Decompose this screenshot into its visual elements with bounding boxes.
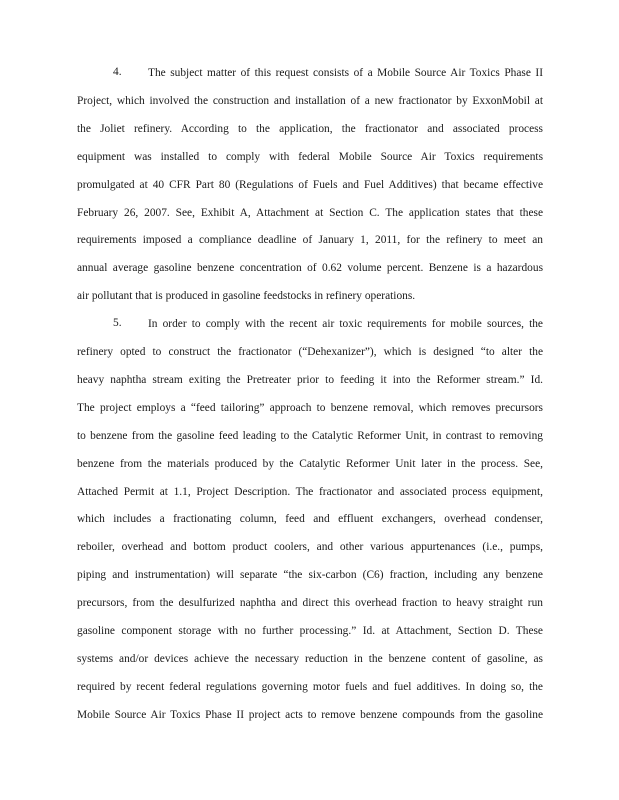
- text-line: piping and instrumentation) will separate “the six-carbon (C6) fraction, including any benzene: [77, 569, 543, 582]
- text-line: refinery opted to construct the fractionator (“Dehexanizer”), which is designed “to alter the: [77, 346, 543, 358]
- paragraph-number: 5.: [113, 317, 122, 330]
- text-line: reboiler, overhead and bottom product coolers, and other various appurtenances (i.e., pumps,: [77, 541, 543, 554]
- text-line: to benzene from the gasoline feed leading to the Catalytic Reformer Unit, in contrast to removing: [77, 429, 543, 442]
- text-line: annual average gasoline benzene concentration of 0.62 volume percent. Benzene is a hazardous: [77, 262, 543, 275]
- text-line: The subject matter of this request consists of a Mobile Source Air Toxics Phase II: [148, 67, 543, 79]
- text-line: February 26, 2007. See, Exhibit A, Attachment at Section C. The application states that these: [77, 206, 543, 219]
- text-line: air pollutant that is produced in gasoline feedstocks in refinery operations.: [77, 290, 416, 303]
- text-line: requirements imposed a compliance deadline of January 1, 2011, for the refinery to meet an: [77, 234, 543, 247]
- text-line: precursors, from the desulfurized naphtha and direct this overhead fraction to heavy straight run: [77, 597, 543, 610]
- text-line: gasoline component storage with no further processing.” Id. at Attachment, Section D. These: [77, 625, 543, 637]
- text-line: heavy naphtha stream exiting the Pretreater prior to feeding it into the Reformer stream.” Id.: [77, 373, 543, 386]
- text-line: equipment was installed to comply with federal Mobile Source Air Toxics requirements: [77, 150, 543, 163]
- text-line: required by recent federal regulations governing motor fuels and fuel additives. In doing so, the: [77, 680, 543, 693]
- paragraph-number: 4.: [113, 66, 122, 78]
- text-line: In order to comply with the recent air toxic requirements for mobile sources, the: [148, 318, 543, 331]
- text-line: The project employs a “feed tailoring” approach to benzene removal, which removes precursors: [77, 401, 543, 414]
- text-line: Attached Permit at 1.1, Project Description. The fractionator and associated process equipment,: [77, 485, 543, 498]
- text-line: Mobile Source Air Toxics Phase II project acts to remove benzene compounds from the gasoline: [77, 708, 543, 721]
- text-line: Project, which involved the construction and installation of a new fractionator by ExxonMobil at: [77, 94, 543, 107]
- text-line: promulgated at 40 CFR Part 80 (Regulations of Fuels and Fuel Additives) that became effective: [77, 178, 543, 191]
- text-line: which includes a fractionating column, feed and effluent exchangers, overhead condenser,: [77, 513, 543, 526]
- text-line: benzene from the materials produced by the Catalytic Reformer Unit later in the process. See,: [77, 457, 543, 470]
- text-line: the Joliet refinery. According to the application, the fractionator and associated process: [77, 122, 543, 135]
- text-line: systems and/or devices achieve the necessary reduction in the benzene content of gasoline, as: [77, 652, 543, 665]
